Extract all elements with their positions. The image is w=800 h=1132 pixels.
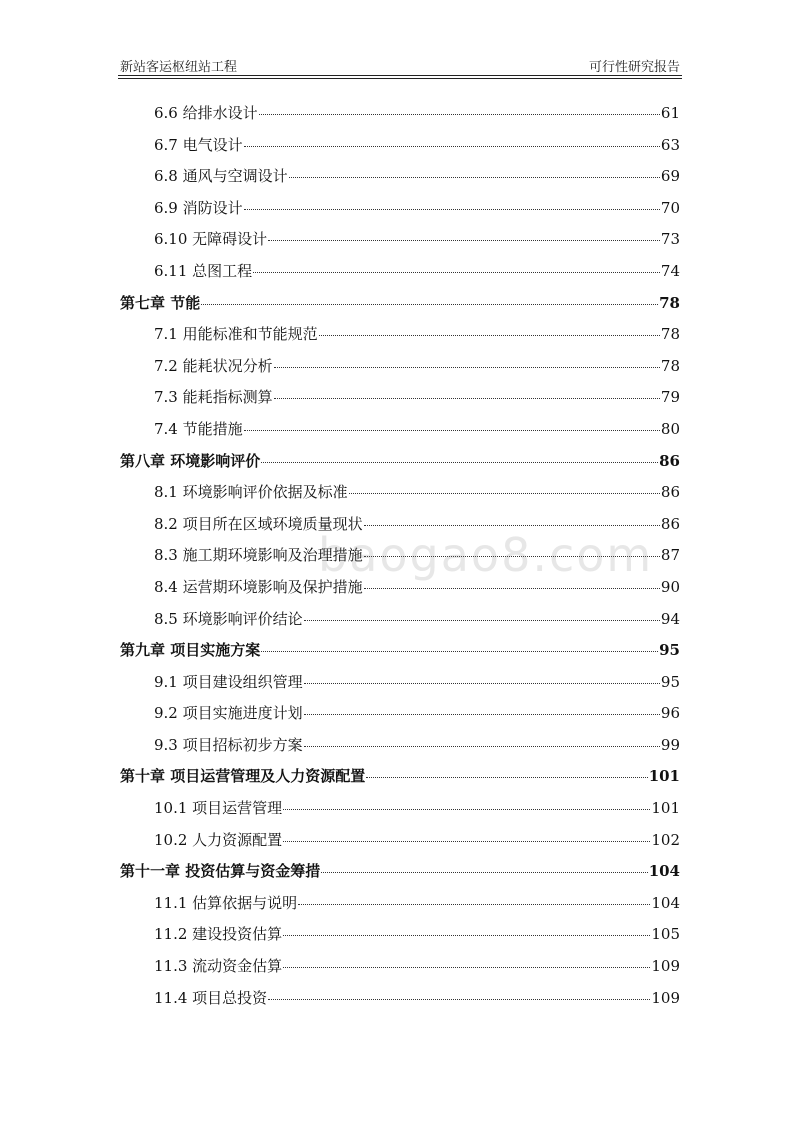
- toc-dot-leader: [244, 430, 660, 431]
- toc-entry-label: 7.1 用能标准和节能规范: [154, 325, 318, 344]
- toc-entry-label: 6.6 给排水设计: [154, 104, 258, 122]
- toc-entry-label: 第七章 节能: [120, 293, 201, 312]
- toc-entry-label: 6.7 电气设计: [154, 135, 243, 154]
- toc-dot-leader: [283, 967, 650, 968]
- toc-section-entry[interactable]: [120, 319, 680, 351]
- toc-dot-leader: [283, 935, 650, 936]
- toc-entry-label: 6.9 消防设计: [154, 198, 243, 217]
- toc-dot-leader: [304, 714, 660, 715]
- toc-page-number: 78: [660, 325, 680, 344]
- toc-dot-leader: [283, 809, 650, 810]
- toc-section-entry[interactable]: [120, 698, 680, 730]
- toc-page-number: 79: [660, 388, 680, 407]
- watermark: baogao8.com: [318, 528, 654, 582]
- toc-section-entry[interactable]: [120, 256, 680, 288]
- toc-page-number: 69: [660, 167, 680, 186]
- toc-page-number: 96: [660, 704, 680, 723]
- toc-dot-leader: [364, 525, 660, 526]
- toc-dot-leader: [201, 304, 658, 305]
- toc-page-number: 109: [651, 957, 680, 976]
- toc-page-number: 104: [651, 893, 680, 912]
- toc-page-number: 70: [660, 198, 680, 217]
- header-document-title: 新站客运枢纽站工程: [120, 60, 238, 75]
- toc-section-entry[interactable]: [120, 604, 680, 636]
- toc-page-number: 80: [660, 419, 680, 438]
- toc-section-entry[interactable]: [120, 572, 680, 604]
- toc-page-number: 101: [648, 767, 680, 786]
- toc-entry-label: 11.4 项目总投资: [154, 988, 268, 1007]
- toc-entry-label: 9.2 项目实施进度计划: [154, 704, 303, 723]
- toc-dot-leader: [244, 146, 660, 147]
- toc-dot-leader: [268, 240, 660, 241]
- toc-chapter-entry[interactable]: [120, 761, 680, 793]
- toc-section-entry[interactable]: [120, 888, 680, 920]
- toc-entry-label: 8.2 项目所在区域环境质量现状: [154, 514, 363, 533]
- toc-section-entry[interactable]: [120, 793, 680, 825]
- toc-section-entry[interactable]: [120, 825, 680, 857]
- toc-section-entry[interactable]: [120, 351, 680, 383]
- toc-entry-label: 第八章 环境影响评价: [120, 451, 261, 470]
- toc-entry-label: 6.10 无障碍设计: [154, 230, 268, 249]
- toc-page-number: 73: [660, 230, 680, 249]
- toc-dot-leader: [349, 493, 660, 494]
- toc-section-entry[interactable]: [120, 667, 680, 699]
- toc-dot-leader: [268, 999, 650, 1000]
- toc-page-number: 90: [660, 577, 680, 596]
- toc-entry-label: 6.8 通风与空调设计: [154, 167, 288, 186]
- toc-page-number: 95: [660, 672, 680, 691]
- toc-dot-leader: [274, 398, 660, 399]
- toc-section-entry[interactable]: [120, 983, 680, 1015]
- toc-section-entry[interactable]: [120, 193, 680, 225]
- toc-section-entry[interactable]: [120, 477, 680, 509]
- toc-entry-label: 11.1 估算依据与说明: [154, 893, 298, 912]
- header-report-type: 可行性研究报告: [588, 60, 680, 75]
- toc-section-entry[interactable]: [120, 161, 680, 193]
- toc-section-entry[interactable]: [120, 951, 680, 983]
- toc-section-entry[interactable]: [120, 509, 680, 541]
- toc-entry-label: 第十一章 投资估算与资金筹措: [120, 862, 321, 881]
- toc-dot-leader: [298, 904, 650, 905]
- toc-page-number: 86: [660, 514, 680, 533]
- toc-page-number: 104: [648, 862, 680, 881]
- table-of-contents: [120, 98, 680, 1014]
- toc-section-entry[interactable]: [120, 382, 680, 414]
- toc-entry-label: 9.3 项目招标初步方案: [154, 735, 303, 754]
- toc-page-number: 99: [660, 735, 680, 754]
- toc-entry-label: 8.1 环境影响评价依据及标准: [154, 483, 348, 502]
- toc-section-entry[interactable]: [120, 224, 680, 256]
- toc-dot-leader: [289, 177, 660, 178]
- toc-section-entry[interactable]: [120, 414, 680, 446]
- toc-dot-leader: [253, 272, 660, 273]
- toc-section-entry[interactable]: [120, 730, 680, 762]
- toc-entry-label: 11.3 流动资金估算: [154, 957, 283, 976]
- toc-chapter-entry[interactable]: [120, 288, 680, 320]
- toc-dot-leader: [304, 620, 660, 621]
- toc-dot-leader: [319, 335, 660, 336]
- toc-dot-leader: [364, 556, 660, 557]
- toc-section-entry[interactable]: [120, 540, 680, 572]
- toc-entry-label: 6.11 总图工程: [154, 261, 253, 280]
- toc-dot-leader: [259, 114, 660, 115]
- toc-chapter-entry[interactable]: [120, 635, 680, 667]
- toc-dot-leader: [261, 651, 658, 652]
- toc-dot-leader: [304, 683, 660, 684]
- toc-page-number: 86: [659, 451, 680, 470]
- toc-page-number: 94: [660, 609, 680, 628]
- toc-page-number: 109: [651, 988, 680, 1007]
- toc-page-number: 61: [660, 104, 680, 122]
- toc-dot-leader: [244, 209, 660, 210]
- toc-page-number: 101: [651, 799, 680, 818]
- toc-chapter-entry[interactable]: [120, 856, 680, 888]
- toc-section-entry[interactable]: [120, 130, 680, 162]
- toc-entry-label: 11.2 建设投资估算: [154, 925, 283, 944]
- toc-page-number: 74: [660, 261, 680, 280]
- toc-section-entry[interactable]: [120, 919, 680, 951]
- toc-page-number: 78: [659, 293, 680, 312]
- toc-entry-label: 第十章 项目运营管理及人力资源配置: [120, 767, 366, 786]
- toc-dot-leader: [261, 462, 658, 463]
- toc-entry-label: 9.1 项目建设组织管理: [154, 672, 303, 691]
- toc-page-number: 105: [651, 925, 680, 944]
- toc-chapter-entry[interactable]: [120, 446, 680, 478]
- toc-entry-label: 8.3 施工期环境影响及治理措施: [154, 546, 363, 565]
- toc-entry-label: 8.5 环境影响评价结论: [154, 609, 303, 628]
- toc-page-number: 86: [660, 483, 680, 502]
- toc-entry-label: 10.1 项目运营管理: [154, 799, 283, 818]
- page-header: [118, 56, 682, 76]
- toc-entry-label: 7.4 节能措施: [154, 419, 243, 438]
- toc-entry-label: 第九章 项目实施方案: [120, 641, 261, 660]
- toc-page-number: 95: [659, 641, 680, 660]
- header-rule-thick: [118, 75, 682, 76]
- toc-entry-label: 7.2 能耗状况分析: [154, 356, 273, 375]
- toc-page-number: 78: [660, 356, 680, 375]
- toc-dot-leader: [274, 367, 660, 368]
- toc-dot-leader: [364, 588, 660, 589]
- toc-page-number: 87: [660, 546, 680, 565]
- toc-page-number: 102: [651, 830, 680, 849]
- toc-dot-leader: [321, 872, 647, 873]
- header-rule-thin: [118, 78, 682, 79]
- toc-entry-label: 7.3 能耗指标测算: [154, 388, 273, 407]
- toc-dot-leader: [304, 746, 660, 747]
- toc-entry-label: 10.2 人力资源配置: [154, 830, 283, 849]
- toc-dot-leader: [283, 841, 650, 842]
- toc-section-entry[interactable]: [120, 98, 680, 130]
- toc-entry-label: 8.4 运营期环境影响及保护措施: [154, 577, 363, 596]
- toc-dot-leader: [366, 777, 647, 778]
- toc-page-number: 63: [660, 135, 680, 154]
